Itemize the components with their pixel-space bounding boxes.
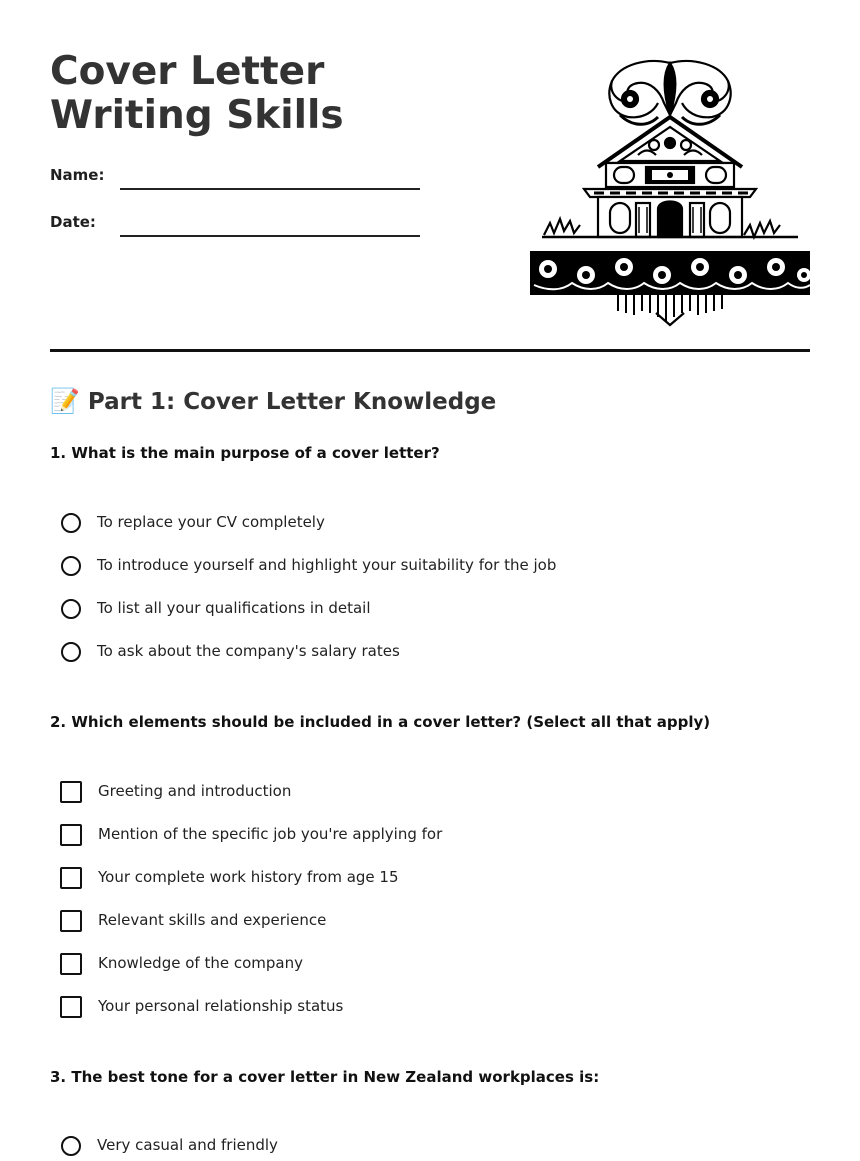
date-label: Date: xyxy=(50,213,96,231)
page-title: Cover Letter Writing Skills xyxy=(50,49,344,138)
option-label: To ask about the company's salary rates xyxy=(97,642,400,660)
question-2-option-6[interactable] xyxy=(60,993,343,1019)
question-2-option-3[interactable] xyxy=(60,864,399,890)
question-2: 2. Which elements should be included in a cover letter? (Select all that apply) xyxy=(50,713,711,731)
option-label: Knowledge of the company xyxy=(98,954,303,972)
option-label: To introduce yourself and highlight your suitability for the job xyxy=(97,556,557,574)
question-2-option-1[interactable] xyxy=(60,778,291,804)
option-label: Relevant skills and experience xyxy=(98,911,327,929)
section-title-text: Part 1: Cover Letter Knowledge xyxy=(87,389,497,415)
name-underline[interactable] xyxy=(120,188,420,190)
question-3: 3. The best tone for a cover letter in New Zealand workplaces is: xyxy=(50,1068,600,1086)
option-label: To list all your qualifications in detail xyxy=(97,599,371,617)
header-divider xyxy=(50,349,810,352)
option-label: Your complete work history from age 15 xyxy=(98,868,399,886)
option-label: To replace your CV completely xyxy=(97,513,325,531)
name-label: Name: xyxy=(50,166,105,184)
option-label: Mention of the specific job you're applying for xyxy=(98,825,443,843)
question-1-option-1[interactable] xyxy=(60,509,325,535)
checkbox[interactable] xyxy=(60,953,82,975)
name-field[interactable] xyxy=(50,164,430,190)
memo-icon: 📝 xyxy=(50,387,80,415)
checkbox[interactable] xyxy=(60,824,82,846)
radio-button[interactable] xyxy=(61,1136,81,1156)
section-title-part1 xyxy=(50,387,496,415)
radio-button[interactable] xyxy=(61,642,81,662)
checkbox[interactable] xyxy=(60,867,82,889)
checkbox[interactable] xyxy=(60,996,82,1018)
option-label: Very casual and friendly xyxy=(97,1136,278,1154)
radio-button[interactable] xyxy=(61,599,81,619)
checkbox[interactable] xyxy=(60,781,82,803)
date-field[interactable] xyxy=(50,211,430,237)
option-label: Greeting and introduction xyxy=(98,782,292,800)
question-1-option-2[interactable] xyxy=(60,552,556,578)
option-label: Your personal relationship status xyxy=(98,997,344,1015)
question-2-option-4[interactable] xyxy=(60,907,326,933)
question-1-option-4[interactable] xyxy=(60,638,400,664)
question-1-option-3[interactable] xyxy=(60,595,371,621)
question-3-option-1[interactable] xyxy=(60,1132,278,1158)
radio-button[interactable] xyxy=(61,556,81,576)
question-2-option-2[interactable] xyxy=(60,821,442,847)
radio-button[interactable] xyxy=(61,513,81,533)
date-underline[interactable] xyxy=(120,235,420,237)
question-1: 1. What is the main purpose of a cover letter? xyxy=(50,444,440,462)
checkbox[interactable] xyxy=(60,910,82,932)
question-2-option-5[interactable] xyxy=(60,950,303,976)
wharenui-illustration-icon xyxy=(528,55,812,327)
